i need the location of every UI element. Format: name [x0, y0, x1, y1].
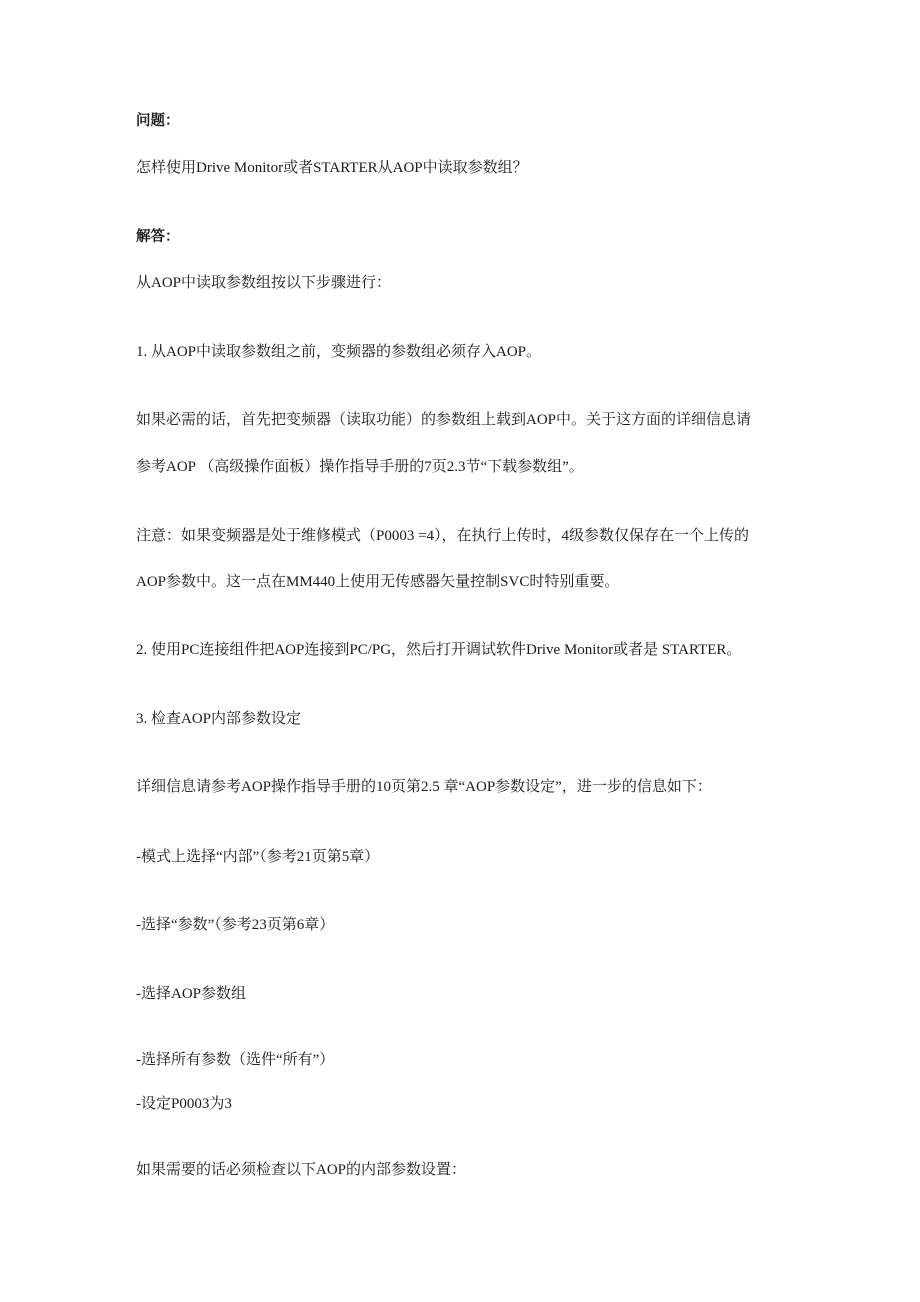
note-line-1: 注意：如果变频器是处于维修模式（P0003 =4），在执行上传时，4级参数仅保存在一个上传的 — [136, 528, 750, 544]
step-1: 1. 从AOP中读取参数组之前，变频器的参数组必须存入AOP。 — [136, 344, 542, 360]
note-line-2: AOP参数中。这一点在MM440上使用无传感器矢量控制SVC时特别重要。 — [136, 574, 620, 590]
step-3: 3. 检查AOP内部参数设定 — [136, 711, 302, 727]
step-1-detail-line-2: 参考AOP （高级操作面板）操作指导手册的7页2.3节“下载参数组”。 — [136, 459, 584, 475]
step-2: 2. 使用PC连接组件把AOP连接到PC/PG，然后打开调试软件Drive Monitor或者是 STARTER。 — [136, 642, 742, 658]
sub-item: -选择所有参数（选件“所有”） — [136, 1052, 335, 1068]
question-heading: 问题： — [136, 113, 180, 129]
sub-item: -选择“参数”（参考23页第6章） — [136, 917, 335, 933]
answer-heading: 解答： — [136, 229, 180, 245]
step-1-detail-line-1: 如果必需的话，首先把变频器（读取功能）的参数组上载到AOP中。关于这方面的详细信息请 — [136, 412, 752, 428]
question-text: 怎样使用Drive Monitor或者STARTER从AOP中读取参数组？ — [136, 160, 528, 176]
sub-item: -选择AOP参数组 — [136, 986, 247, 1002]
sub-item: -模式上选择“内部”（参考21页第5章） — [136, 849, 380, 865]
sub-item: -设定P0003为3 — [136, 1096, 232, 1112]
closing-text: 如果需要的话必须检查以下AOP的内部参数设置： — [136, 1162, 467, 1178]
intro-text: 从AOP中读取参数组按以下步骤进行： — [136, 275, 392, 291]
step-3-detail: 详细信息请参考AOP操作指导手册的10页第2.5 章“AOP参数设定”，进一步的信息如下： — [136, 779, 712, 795]
